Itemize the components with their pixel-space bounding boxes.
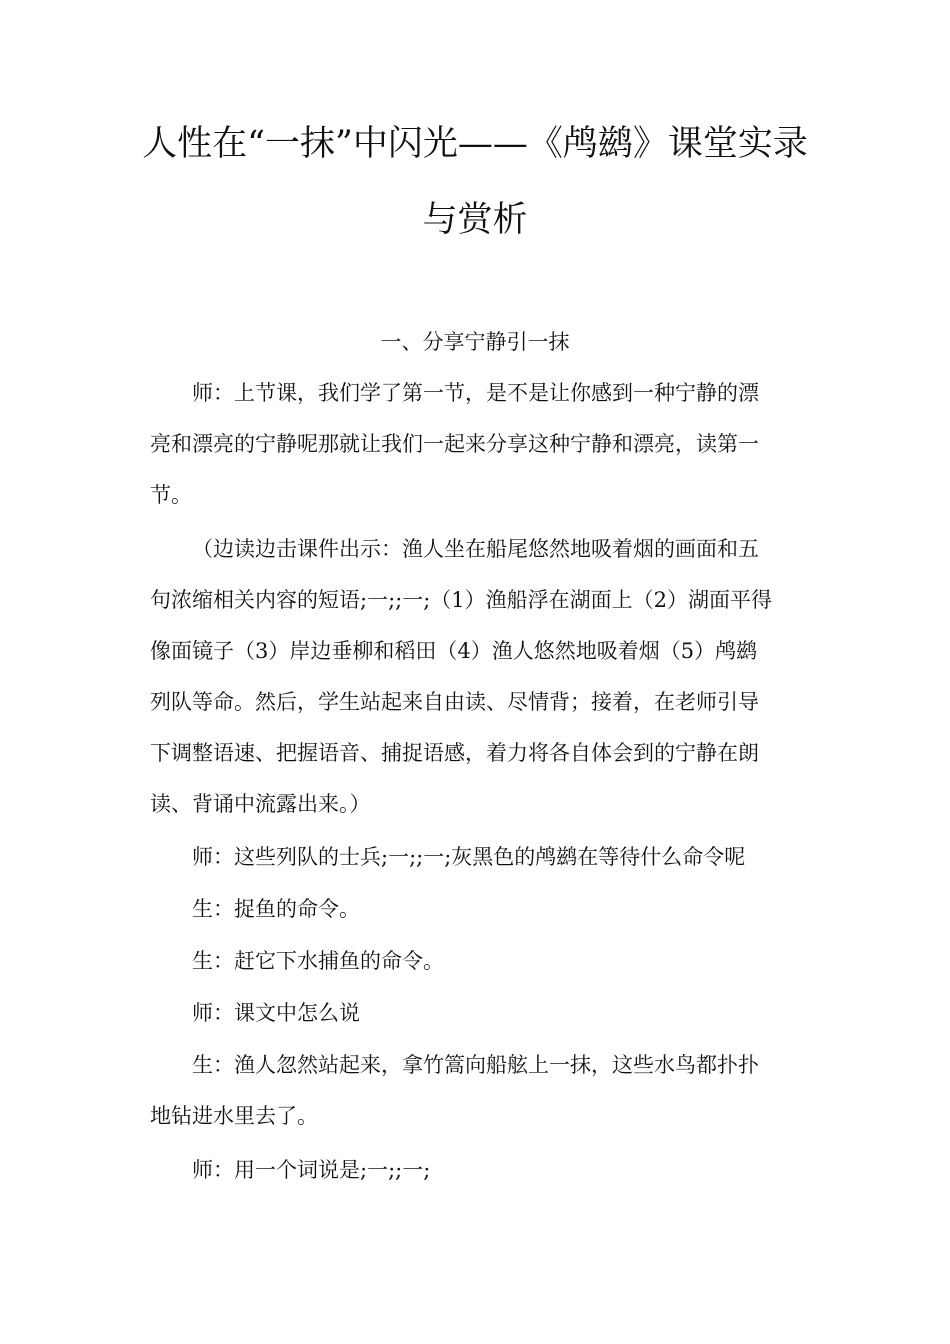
paragraph-line: 读、背诵中流露出来。） [150,792,371,816]
paragraph-line: 列队等命。然后，学生站起来自由读、尽情背；接着，在老师引导 [150,690,759,714]
paragraph-line: 像面镜子（3）岸边垂柳和稻田（4）渔人悠然地吸着烟（5）鸬鹚 [150,639,758,663]
paragraph-line: 亮和漂亮的宁静呢那就让我们一起来分享这种宁静和漂亮，读第一 [150,432,759,456]
paragraph-line: 节。 [150,483,192,507]
paragraph-line: 生：赶它下水捕鱼的命令。 [192,949,444,973]
section-heading: 一、分享宁静引一抹 [380,330,570,354]
document-title-line-2: 与赏析 [422,200,528,240]
paragraph-line: 师：课文中怎么说 [192,1001,360,1025]
paragraph-line: 地钻进水里去了。 [150,1104,318,1128]
paragraph-line: 句浓缩相关内容的短语;一;;一;（1）渔船浮在湖面上（2）湖面平得 [150,588,773,612]
paragraph-line: 生：渔人忽然站起来，拿竹篙向船舷上一抹，这些水鸟都扑扑 [192,1053,759,1077]
paragraph-line: 生：捉鱼的命令。 [192,897,360,921]
paragraph-line: 师：上节课，我们学了第一节，是不是让你感到一种宁静的漂 [192,381,759,405]
paragraph-line: 师：用一个词说是;一;;一; [192,1158,431,1182]
paragraph-line: 师：这些列队的士兵;一;;一;灰黑色的鸬鹚在等待什么命令呢 [192,845,746,869]
paragraph-line: 下调整语速、把握语音、捕捉语感，着力将各自体会到的宁静在朗 [150,741,759,765]
paragraph-line: （边读边击课件出示：渔人坐在船尾悠然地吸着烟的画面和五 [192,537,759,561]
document-title-line-1: 人性在“一抹”中闪光——《鸬鹚》课堂实录 [142,124,808,164]
